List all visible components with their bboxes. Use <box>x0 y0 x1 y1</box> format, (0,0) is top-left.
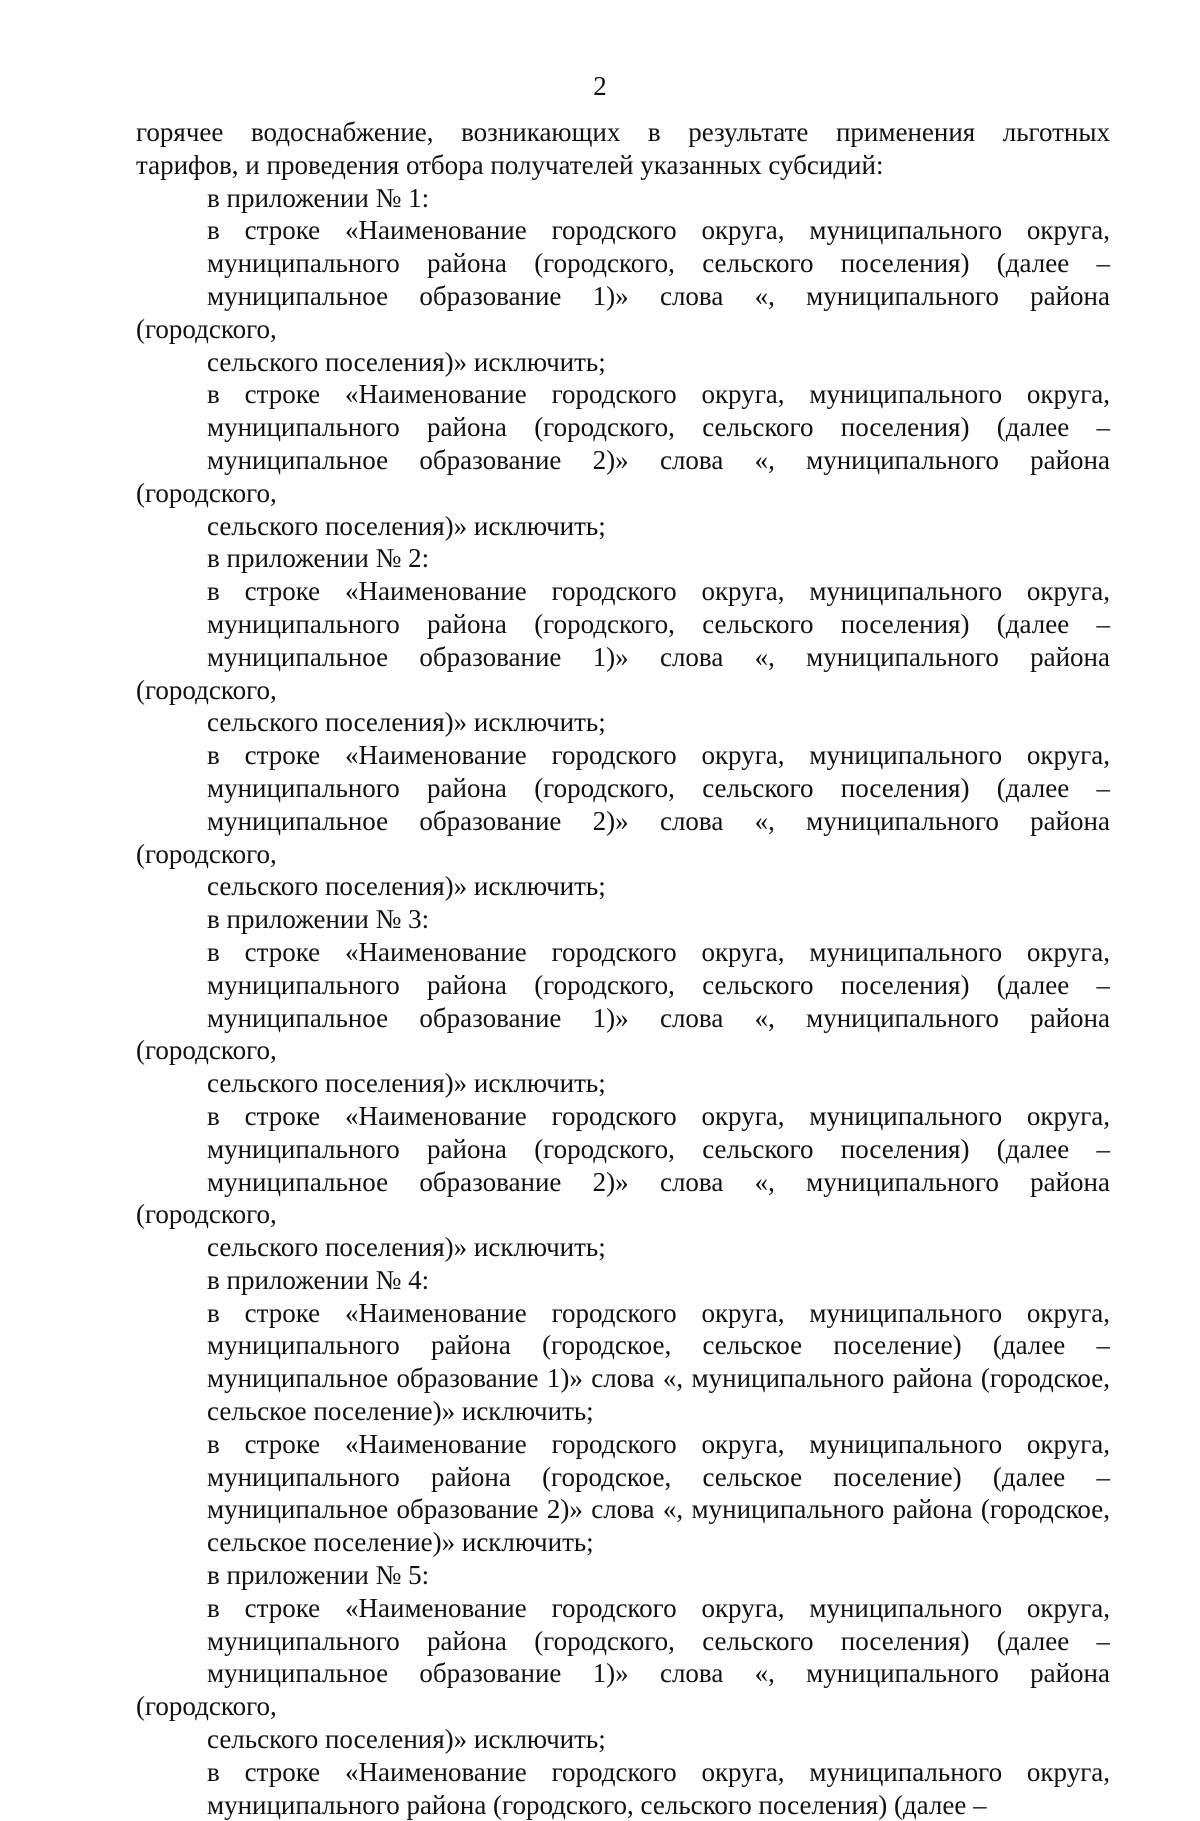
text-line: в строке «Наименование городского округа, муниципального округа, <box>207 379 1110 410</box>
paragraph-p4 <box>136 542 1110 575</box>
document-body <box>136 116 1110 1821</box>
text-line: сельское поселение)» исключить; <box>207 1396 594 1427</box>
text-line: муниципального района (городское, сельское поселение) (далее – <box>207 1461 1110 1492</box>
text-line: муниципального района (городского, сельского поселения) (далее – <box>207 1625 1110 1656</box>
text-line: в приложении № 4: <box>207 1264 430 1295</box>
text-line: в строке «Наименование городского округа, муниципального округа, <box>207 1756 1110 1787</box>
text-line: муниципальное образование 2)» слова «, муниципального района (городского, <box>136 1166 1110 1230</box>
text-line: сельского поселения)» исключить; <box>207 871 606 902</box>
text-line: сельского поселения)» исключить; <box>207 1724 606 1755</box>
paragraph-p12 <box>136 1428 1110 1559</box>
text-line: в строке «Наименование городского округа, муниципального округа, <box>207 740 1110 771</box>
paragraph-p1 <box>136 182 1110 215</box>
text-line: в приложении № 3: <box>207 904 430 935</box>
text-line: муниципальное образование 1)» слова «, муниципального района (городского, <box>136 641 1110 705</box>
paragraph-p6 <box>136 739 1110 903</box>
text-line: муниципальное образование 1)» слова «, муниципального района (городского, <box>136 1002 1110 1066</box>
paragraph-p14 <box>136 1592 1110 1756</box>
paragraph-p2 <box>136 214 1110 378</box>
text-line: в приложении № 1: <box>207 182 430 213</box>
text-line: в приложении № 2: <box>207 543 430 574</box>
text-line: муниципального района (городского, сельского поселения) (далее – <box>207 969 1110 1000</box>
text-line: тарифов, и проведения отбора получателей указанных субсидий: <box>136 149 884 180</box>
text-line: в строке «Наименование городского округа, муниципального округа, <box>207 215 1110 246</box>
text-line: сельского поселения)» исключить; <box>207 346 606 377</box>
text-line: сельского поселения)» исключить; <box>207 1232 606 1263</box>
text-line: в строке «Наименование городского округа, муниципального округа, <box>207 936 1110 967</box>
text-line: муниципальное образование 1)» слова «, муниципального района (городского, <box>136 1658 1110 1722</box>
text-line: муниципального района (городское, сельское поселение) (далее – <box>207 1330 1110 1361</box>
text-line: горячее водоснабжение, возникающих в результате применения льготных <box>136 117 1110 147</box>
text-line: муниципального района (городского, сельского поселения) (далее – <box>207 412 1110 443</box>
text-line: сельского поселения)» исключить; <box>207 510 606 541</box>
text-line: муниципальное образование 2)» слова «, муниципального района (городского, <box>136 805 1110 869</box>
text-line: муниципального района (городского, сельского поселения) (далее – <box>207 248 1110 279</box>
text-line: муниципальное образование 1)» слова «, муниципального района (городского, <box>136 280 1110 344</box>
text-line: муниципальное образование 1)» слова «, муниципального района (городское, <box>207 1363 1110 1394</box>
text-line: муниципального района (городского, сельского поселения) (далее – <box>207 772 1110 803</box>
text-line: в строке «Наименование городского округа, муниципального округа, <box>207 1428 1110 1459</box>
paragraph-p13 <box>136 1559 1110 1592</box>
text-line: муниципального района (городского, сельского поселения) (далее – <box>207 608 1110 639</box>
paragraph-p7 <box>136 903 1110 936</box>
text-line: муниципального района (городского, сельского поселения) (далее – <box>207 1133 1110 1164</box>
paragraph-p11 <box>136 1297 1110 1428</box>
text-line: сельского поселения)» исключить; <box>207 707 606 738</box>
text-line: муниципального района (городского, сельского поселения) (далее – <box>207 1789 987 1820</box>
text-line: в строке «Наименование городского округа, муниципального округа, <box>207 1297 1110 1328</box>
text-line: сельского поселения)» исключить; <box>207 1068 606 1099</box>
paragraph-p3 <box>136 378 1110 542</box>
paragraph-p0 <box>136 116 1110 182</box>
text-line: муниципальное образование 2)» слова «, муниципального района (городского, <box>136 444 1110 508</box>
paragraph-p10 <box>136 1264 1110 1297</box>
text-line: в строке «Наименование городского округа, муниципального округа, <box>207 576 1110 607</box>
paragraph-p9 <box>136 1100 1110 1264</box>
text-line: в приложении № 5: <box>207 1560 430 1591</box>
text-line: муниципальное образование 2)» слова «, муниципального района (городское, <box>207 1494 1110 1525</box>
paragraph-p8 <box>136 936 1110 1100</box>
paragraph-p15 <box>136 1756 1110 1821</box>
page-number: 2 <box>593 71 607 101</box>
text-line: сельское поселение)» исключить; <box>207 1527 594 1558</box>
text-line: в строке «Наименование городского округа, муниципального округа, <box>207 1592 1110 1623</box>
text-line: в строке «Наименование городского округа, муниципального округа, <box>207 1100 1110 1131</box>
paragraph-p5 <box>136 575 1110 739</box>
